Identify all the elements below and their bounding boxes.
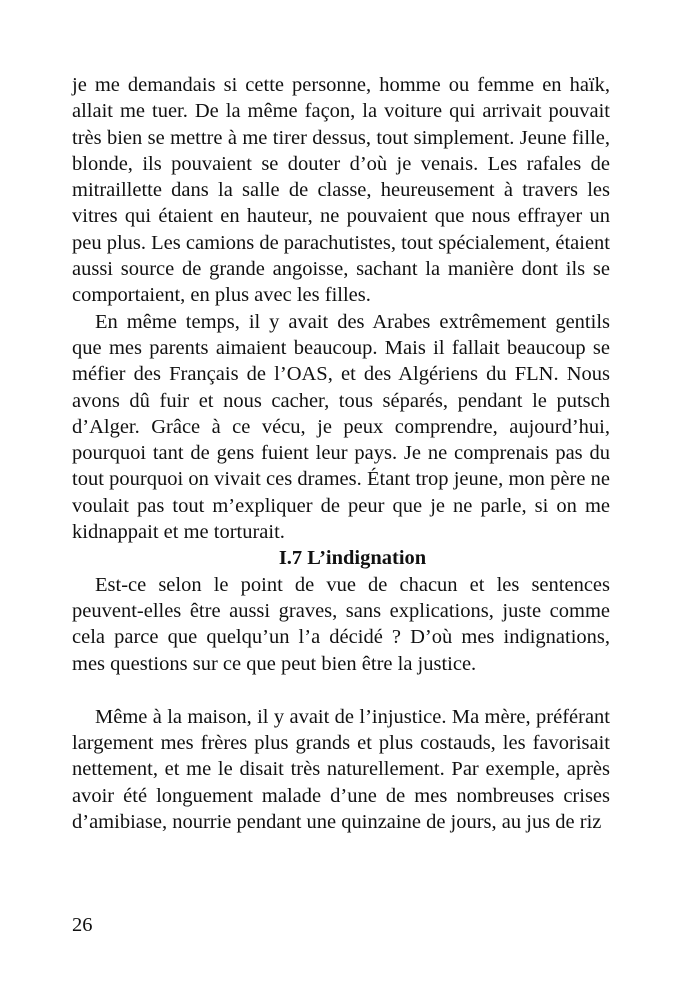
paragraph-oas-fln: En même temps, il y avait des Arabes extrêmement gentils que mes parents aimaient beaucoup. Mais il fallait beaucoup se méfier des Français de l’OAS, et des Algériens du FLN. Nous avons dû fuir et nous cacher, tous séparés, pendant le putsch d’Alger. Grâce à ce vécu, je peux comprendre, aujourd’hui, pourquoi tant de gens fuient leur pays. Je ne comprenais pas du tout pourquoi on vivait ces drames. Étant trop jeune, mon père ne voulait pas tout m’expliquer de peur que je ne parle, si on me kidnappait et me torturait. (72, 310, 610, 544)
paragraph-continuation: je me demandais si cette personne, homme ou femme en haïk, allait me tuer. De la même façon, la voiture qui arrivait pouvait très bien se mettre à me tirer dessus, tout simplement. Jeune fille, blonde, ils pouvaient se douter d’où je venais. Les rafales de mitraillette dans la salle de classe, heureusement à travers les vitres qui étaient en hauteur, ne pouvaient que nous effrayer un peu plus. Les camions de parachutistes, tout spécialement, étaient aussi source de grande angoisse, sachant la manière dont ils se comportaient, en plus avec les filles. (72, 74, 610, 307)
paragraph-injustice-home: Même à la maison, il y avait de l’injustice. Ma mère, préférant largement mes frères plus grands et plus costauds, les favorisait nettement, et me le disait très naturellement. Par exemple, après avoir été longuement malade d’une de mes nombreuses crises d’amibiase, nourrie pendant une quinzaine de jours, au jus de riz (72, 705, 610, 834)
paragraph-justice-question: Est-ce selon le point de vue de chacun et les sentences peuvent-elles être aussi graves, sans explications, juste comme cela parce que quelqu’un l’a décidé ? D’où mes indignations, mes questions sur ce que peut bien être la justice. (72, 573, 610, 675)
page-number: 26 (72, 914, 93, 936)
section-heading: I.7 L’indignation (278, 547, 427, 570)
page-body (72, 72, 610, 835)
